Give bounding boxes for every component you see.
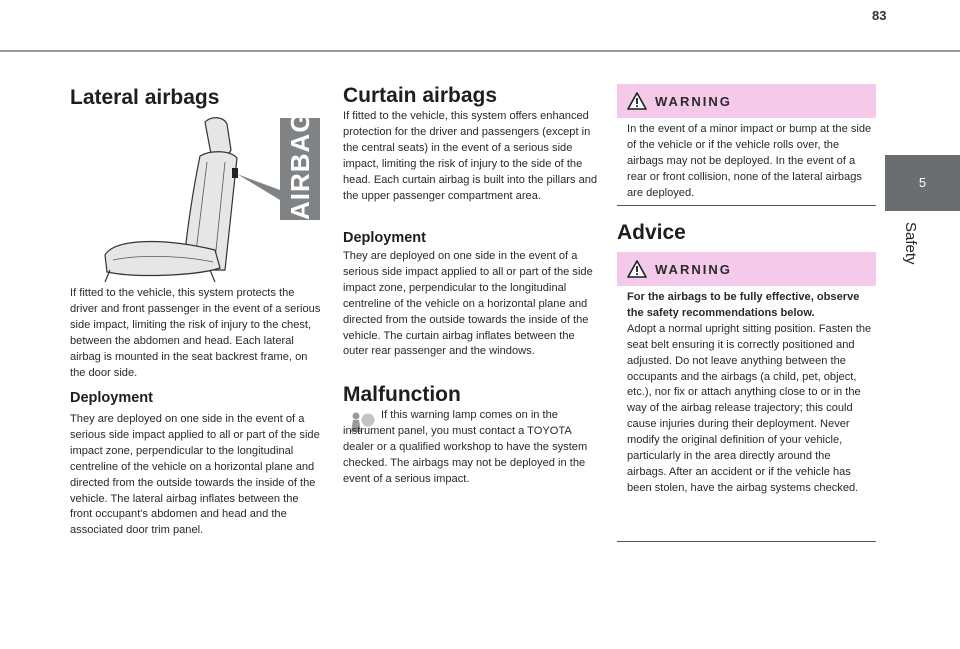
curtain-intro: If fitted to the vehicle, this system offers enhanced protection for the driver and passengers (except in the central seats) in the event of a serious side impact, limiting the risk of injury to the side of the head. Each curtain airbag is built into the pillars and the upper passenger compartment area. — [343, 110, 598, 202]
chapter-tab[interactable]: 5 — [885, 155, 960, 211]
advice-text: Adopt a normal upright sitting position. Fasten the seat belt ensuring it is correctly positioned and adjusted. Do not leave anything between the occupants and the airbags (a child, pet, object, etc.), nor fix or attach anything close to or in the way of the airbag release trajectory; this could cause injuries during their deployment. Never modify the original definition of your vehicle, particularly in the area directly around the airbags. After an accident or if the vehicle has been stolen, have the airbag systems checked. — [627, 322, 872, 494]
advice-warning-header — [617, 252, 876, 286]
lateral-deployment-title: Deployment — [70, 390, 153, 406]
curtain-deployment-text: They are deployed on one side in the event of a serious side impact applied to all or part of the side impact zone, perpendicular to the longitudinal centreline of the vehicle on a horizontal plane and directed from the outside towards the inside of the vehicle. The curtain airbag inflates between the outer rear passenger and the windows. — [343, 250, 593, 358]
warning-triangle-icon — [627, 260, 647, 278]
curtain-airbags-title: Curtain airbags — [343, 84, 498, 107]
advice-title: Advice — [617, 221, 686, 244]
chapter-label: Safety — [902, 222, 919, 265]
advice-warning-label: WARNING — [655, 262, 732, 277]
advice-warning-box — [617, 252, 876, 542]
warning-header — [617, 84, 876, 118]
lateral-intro: If fitted to the vehicle, this system protects the driver and front passenger in the event of a serious side impact, limiting the risk of injury to the chest, between the abdomen and head. Each lateral airbag is mounted in the seat backrest frame, on the door side. — [70, 287, 321, 379]
header-rule — [0, 50, 960, 52]
warning-text: In the event of a minor impact or bump at the side of the vehicle or if the vehicle rolls over, the airbags may not be deployed. In the event of a rear or front collision, none of the lateral airbags are deployed. — [627, 123, 872, 199]
lateral-airbags-title: Lateral airbags — [70, 86, 220, 109]
curtain-deployment-title: Deployment — [343, 230, 426, 246]
advice-warning-body — [627, 290, 872, 497]
airbag-label: AIRBAG — [285, 111, 315, 220]
warning-label: WARNING — [655, 94, 732, 109]
warning-box — [617, 84, 876, 206]
warning-triangle-icon — [627, 92, 647, 110]
seat-airbag-illustration — [95, 110, 325, 285]
advice-bold-text: For the airbags to be fully effective, observe the safety recommendations below. — [627, 291, 860, 319]
lateral-deployment-text: They are deployed on one side in the event of a serious side impact applied to all or part of the side impact zone, perpendicular to the longitudinal centreline of the vehicle on a horizontal plane and directed from the outside towards the inside of the vehicle. The lateral airbag inflates between the front occupant's abdomen and head and the associated door trim panel. — [70, 413, 320, 537]
malfunction-text: If this warning lamp comes on in the instrument panel, you must contact a TOYOTA dealer or a qualified workshop to have the system checked. The airbags may not be deployed in the event of a serious impact. — [343, 409, 588, 485]
malfunction-title: Malfunction — [343, 383, 461, 406]
page-number: 83 — [872, 8, 887, 23]
